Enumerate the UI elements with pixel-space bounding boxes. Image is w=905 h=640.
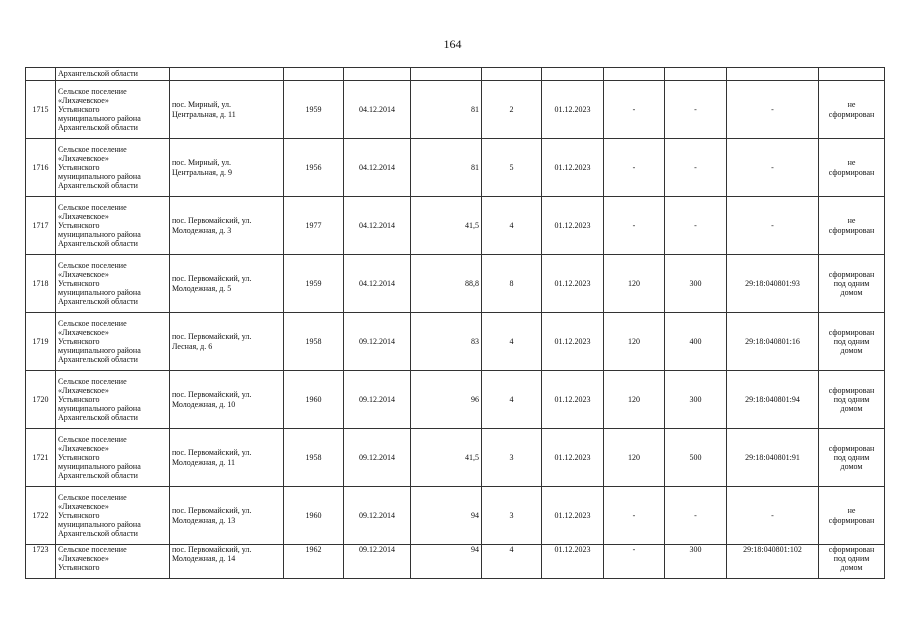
cell-owner-line: Сельское поселение: [58, 545, 127, 554]
cell-area: 81: [411, 81, 482, 139]
cell-owner-line: «Лихачевское»: [58, 211, 109, 221]
cell-num: 1721: [26, 429, 56, 487]
cell-owner: [56, 197, 170, 255]
cell-area: 83: [411, 313, 482, 371]
cell-owner: [56, 545, 170, 579]
cell-owner-line: Устьянского: [58, 278, 100, 288]
cell-owner-line: «Лихачевское»: [58, 501, 109, 511]
cell-owner-line: Архангельской области: [58, 413, 138, 423]
cell-status-line: под одним: [833, 336, 870, 346]
cell-count: 4: [482, 371, 542, 429]
cell-owner-line: Сельское поселение: [58, 144, 127, 154]
cell-status-line: домом: [840, 462, 863, 472]
cell-status: [819, 81, 885, 139]
cell-status-line: сформирован: [828, 545, 875, 554]
cell-owner-line: Сельское поселение: [58, 260, 127, 270]
cell-value-1: -: [604, 197, 665, 255]
cell-value-2: -: [665, 487, 727, 545]
cell-status: [819, 545, 885, 579]
cell-owner-line: муниципального района: [58, 404, 141, 414]
cell-cadastral: -: [727, 139, 819, 197]
cell-owner: [56, 371, 170, 429]
cell-area: 94: [411, 487, 482, 545]
cell-year: 1960: [284, 371, 344, 429]
cell-address: [170, 545, 284, 579]
cell-owner-line: Сельское поселение: [58, 492, 127, 502]
cell-cadastral: 29:18:040801:94: [727, 371, 819, 429]
cell-owner-line: Устьянского: [58, 104, 100, 114]
cell-address-line: Молодежная, д. 10: [172, 399, 236, 409]
table-row: [26, 487, 885, 545]
cell-status-line: сформирован: [828, 167, 875, 177]
cell-owner-line: Устьянского: [58, 336, 100, 346]
cell-status-line: сформирован: [828, 269, 875, 279]
cell-status-line: домом: [840, 563, 863, 573]
table-row: [26, 429, 885, 487]
cell-address-line: пос. Мирный, ул.: [172, 158, 232, 168]
cell-date-2: 01.12.2023: [542, 429, 604, 487]
cell-owner-line: Архангельской области: [58, 123, 138, 133]
cell-num: 1723: [26, 545, 56, 579]
cell-area: 94: [411, 545, 482, 579]
cell-date-2: 01.12.2023: [542, 139, 604, 197]
cell-owner-line: Устьянского: [58, 394, 100, 404]
cell-cadastral: -: [727, 81, 819, 139]
cell-value-2: -: [665, 81, 727, 139]
cell-num: [26, 68, 56, 81]
cell-address: [170, 371, 284, 429]
cell-owner: [56, 429, 170, 487]
cell-value-2: 300: [665, 545, 727, 579]
cell-num: 1718: [26, 255, 56, 313]
cell-area: 41,5: [411, 429, 482, 487]
cell-value-2: 300: [665, 371, 727, 429]
cell-empty: [727, 68, 819, 81]
cell-owner-line: Устьянского: [58, 162, 100, 172]
table-row: [26, 197, 885, 255]
cell-address: [170, 313, 284, 371]
cell-owner: [56, 255, 170, 313]
cell-owner-line: Архангельской области: [58, 181, 138, 191]
cell-owner-line: муниципального района: [58, 172, 141, 182]
cell-address-line: Лесная, д. 6: [172, 341, 213, 351]
cell-value-1: 120: [604, 313, 665, 371]
cell-owner-line: «Лихачевское»: [58, 385, 109, 395]
cell-year: 1959: [284, 255, 344, 313]
cell-cadastral: -: [727, 197, 819, 255]
registry-body: [26, 68, 885, 579]
cell-address-line: Молодежная, д. 11: [172, 457, 236, 467]
cell-status-line: сформирован: [828, 327, 875, 337]
cell-cadastral: -: [727, 487, 819, 545]
cell-num: 1722: [26, 487, 56, 545]
cell-num: 1720: [26, 371, 56, 429]
cell-status-line: сформирован: [828, 385, 875, 395]
cell-status-line: домом: [840, 404, 863, 414]
cell-address: [170, 139, 284, 197]
cell-empty: [604, 68, 665, 81]
cell-address-line: пос. Мирный, ул.: [172, 100, 232, 110]
table-row: [26, 313, 885, 371]
cell-year: 1962: [284, 545, 344, 579]
cell-area: 96: [411, 371, 482, 429]
cell-address-line: Молодежная, д. 14: [172, 554, 236, 564]
cell-status: [819, 255, 885, 313]
cell-address-line: Молодежная, д. 13: [172, 515, 236, 525]
cell-status: [819, 487, 885, 545]
cell-area: 88,8: [411, 255, 482, 313]
cell-status-line: домом: [840, 288, 863, 298]
cell-address-line: Молодежная, д. 5: [172, 283, 232, 293]
cell-status: [819, 313, 885, 371]
cell-status-line: не: [847, 216, 856, 226]
cell-owner-line: муниципального района: [58, 288, 141, 298]
cell-date-2: 01.12.2023: [542, 255, 604, 313]
cell-count: 4: [482, 545, 542, 579]
cell-date-2: 01.12.2023: [542, 81, 604, 139]
cell-status-line: не: [847, 506, 856, 516]
cell-owner-line: «Лихачевское»: [58, 153, 109, 163]
cell-value-1: 120: [604, 255, 665, 313]
cell-date-2: 01.12.2023: [542, 545, 604, 579]
cell-owner-line: муниципального района: [58, 114, 141, 124]
table-row: [26, 139, 885, 197]
cell-status-line: под одним: [833, 278, 870, 288]
cell-address-line: Центральная, д. 9: [172, 167, 233, 177]
cell-owner-line: Сельское поселение: [58, 434, 127, 444]
cell-address: [170, 81, 284, 139]
cell-year: 1959: [284, 81, 344, 139]
cell-value-1: 120: [604, 371, 665, 429]
cell-status-line: сформирован: [828, 443, 875, 453]
cell-value-2: 500: [665, 429, 727, 487]
cell-area: 81: [411, 139, 482, 197]
cell-value-1: -: [604, 139, 665, 197]
cell-year: 1977: [284, 197, 344, 255]
cell-date-1: 04.12.2014: [344, 139, 411, 197]
page-number: 164: [443, 37, 462, 51]
cell-address-line: пос. Первомайский, ул.: [172, 448, 252, 458]
cell-status: [819, 429, 885, 487]
cell-date-1: 09.12.2014: [344, 487, 411, 545]
cell-status-line: сформирован: [828, 515, 875, 525]
cell-cadastral: 29:18:040801:93: [727, 255, 819, 313]
cell-status-line: сформирован: [828, 225, 875, 235]
cell-status: [819, 197, 885, 255]
cell-owner-line: Устьянского: [58, 220, 100, 230]
cell-cadastral: 29:18:040801:102: [727, 545, 819, 579]
cell-owner-line: «Лихачевское»: [58, 95, 109, 105]
cell-owner-line: Устьянского: [58, 563, 100, 573]
cell-address-line: Молодежная, д. 3: [172, 225, 232, 235]
cell-owner-line: Сельское поселение: [58, 86, 127, 96]
cell-date-1: 09.12.2014: [344, 313, 411, 371]
cell-status: [819, 371, 885, 429]
cell-address: [170, 487, 284, 545]
cell-count: 4: [482, 313, 542, 371]
cell-status-line: домом: [840, 346, 863, 356]
cell-date-2: 01.12.2023: [542, 487, 604, 545]
cell-owner-line: «Лихачевское»: [58, 443, 109, 453]
cell-owner-line: Архангельской области: [58, 529, 138, 539]
cell-owner-line: Архангельской области: [58, 297, 138, 307]
cell-value-1: -: [604, 81, 665, 139]
cell-address: [170, 429, 284, 487]
continuation-row: [26, 68, 885, 81]
cell-empty: [344, 68, 411, 81]
cell-empty: [819, 68, 885, 81]
cell-owner-line: Сельское поселение: [58, 202, 127, 212]
cell-count: 2: [482, 81, 542, 139]
cell-year: 1958: [284, 429, 344, 487]
cell-date-1: 09.12.2014: [344, 371, 411, 429]
cell-owner-line: муниципального района: [58, 462, 141, 472]
cell-owner: [56, 487, 170, 545]
cell-status-line: под одним: [833, 452, 870, 462]
cell-owner-line: Архангельской области: [58, 471, 138, 481]
cell-value-1: -: [604, 545, 665, 579]
cell-area: 41,5: [411, 197, 482, 255]
cell-status-line: сформирован: [828, 109, 875, 119]
cell-owner: [56, 81, 170, 139]
cell-address: [170, 197, 284, 255]
cell-address-line: пос. Первомайский, ул.: [172, 274, 252, 284]
cell-cadastral: 29:18:040801:16: [727, 313, 819, 371]
cell-num: 1717: [26, 197, 56, 255]
cell-date-1: 09.12.2014: [344, 545, 411, 579]
cell-owner: [56, 139, 170, 197]
table-row: [26, 81, 885, 139]
cell-address-line: пос. Первомайский, ул.: [172, 545, 252, 554]
cell-empty: [665, 68, 727, 81]
cell-year: 1960: [284, 487, 344, 545]
cell-date-2: 01.12.2023: [542, 313, 604, 371]
cell-value-1: -: [604, 487, 665, 545]
cell-address-line: пос. Первомайский, ул.: [172, 390, 252, 400]
cell-address-line: пос. Первомайский, ул.: [172, 332, 252, 342]
cell-status: [819, 139, 885, 197]
table-row: [26, 545, 885, 579]
cell-num: 1715: [26, 81, 56, 139]
cell-empty: [542, 68, 604, 81]
cell-count: 4: [482, 197, 542, 255]
cell-date-1: 04.12.2014: [344, 197, 411, 255]
cell-value-2: 400: [665, 313, 727, 371]
cell-empty: [411, 68, 482, 81]
cell-empty: [170, 68, 284, 81]
cell-empty: [284, 68, 344, 81]
cell-date-1: 09.12.2014: [344, 429, 411, 487]
cell-owner-line: муниципального района: [58, 520, 141, 530]
cell-cadastral: 29:18:040801:91: [727, 429, 819, 487]
cell-address-line: пос. Первомайский, ул.: [172, 506, 252, 516]
cell-status-line: не: [847, 158, 856, 168]
table-row: [26, 255, 885, 313]
cell-date-1: 04.12.2014: [344, 81, 411, 139]
cell-owner-line: Устьянского: [58, 510, 100, 520]
cell-owner-line: Архангельской области: [58, 355, 138, 365]
cell-date-1: 04.12.2014: [344, 255, 411, 313]
table-row: [26, 371, 885, 429]
cell-date-2: 01.12.2023: [542, 371, 604, 429]
cell-date-2: 01.12.2023: [542, 197, 604, 255]
cell-address-line: пос. Первомайский, ул.: [172, 216, 252, 226]
cell-address-line: Центральная, д. 11: [172, 109, 236, 119]
cell-owner: Архангельской области: [56, 68, 170, 81]
housing-registry-table: [25, 67, 885, 579]
cell-num: 1719: [26, 313, 56, 371]
cell-owner-line: «Лихачевское»: [58, 554, 109, 564]
cell-address: [170, 255, 284, 313]
cell-value-2: -: [665, 197, 727, 255]
cell-year: 1958: [284, 313, 344, 371]
cell-owner-line: Сельское поселение: [58, 376, 127, 386]
cell-status-line: не: [847, 100, 856, 110]
cell-owner-line: Устьянского: [58, 452, 100, 462]
cell-year: 1956: [284, 139, 344, 197]
cell-value-2: -: [665, 139, 727, 197]
cell-count: 3: [482, 487, 542, 545]
cell-num: 1716: [26, 139, 56, 197]
cell-value-1: 120: [604, 429, 665, 487]
cell-value-2: 300: [665, 255, 727, 313]
cell-owner-line: Сельское поселение: [58, 318, 127, 328]
cell-owner-line: Архангельской области: [58, 239, 138, 249]
cell-owner-line: «Лихачевское»: [58, 269, 109, 279]
cell-count: 3: [482, 429, 542, 487]
cell-count: 8: [482, 255, 542, 313]
cell-count: 5: [482, 139, 542, 197]
cell-status-line: под одним: [833, 394, 870, 404]
cell-owner: [56, 313, 170, 371]
cell-status-line: под одним: [833, 554, 870, 564]
cell-empty: [482, 68, 542, 81]
cell-owner-line: муниципального района: [58, 230, 141, 240]
cell-owner-line: «Лихачевское»: [58, 327, 109, 337]
cell-owner-line: муниципального района: [58, 346, 141, 356]
